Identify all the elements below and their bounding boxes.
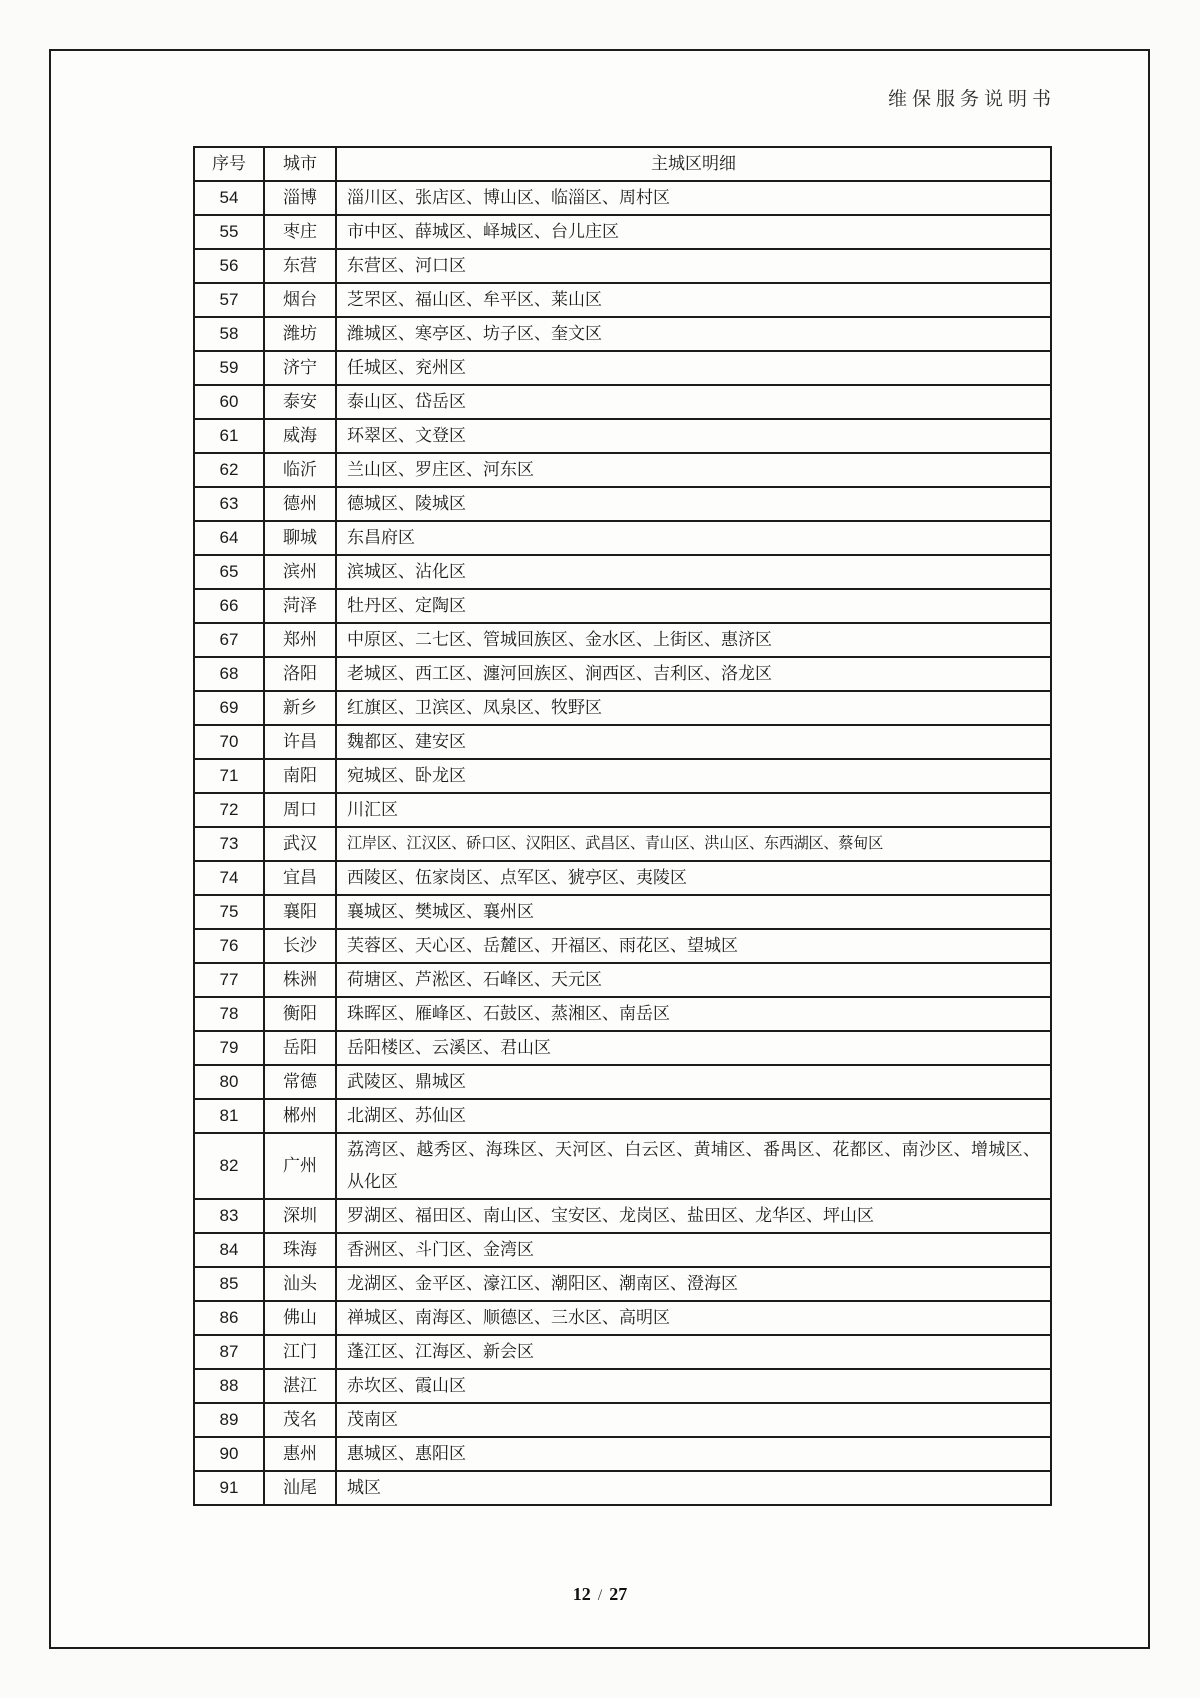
table-row: [194, 929, 1051, 963]
row-number-cell: 79: [194, 1031, 264, 1065]
city-cell: 深圳: [264, 1199, 336, 1233]
table-row: [194, 997, 1051, 1031]
city-cell: 泰安: [264, 385, 336, 419]
districts-table: [193, 146, 1052, 1506]
table-row: [194, 385, 1051, 419]
districts-cell: 蓬江区、江海区、新会区: [336, 1335, 1051, 1369]
table-row: [194, 1437, 1051, 1471]
districts-cell: 禅城区、南海区、顺德区、三水区、高明区: [336, 1301, 1051, 1335]
districts-cell: 老城区、西工区、瀍河回族区、涧西区、吉利区、洛龙区: [336, 657, 1051, 691]
row-number-cell: 88: [194, 1369, 264, 1403]
table-row: [194, 317, 1051, 351]
row-number-cell: 76: [194, 929, 264, 963]
table-row: [194, 1133, 1051, 1199]
row-number-cell: 65: [194, 555, 264, 589]
row-number-cell: 58: [194, 317, 264, 351]
city-cell: 汕尾: [264, 1471, 336, 1505]
table-row: [194, 623, 1051, 657]
districts-cell: 荔湾区、越秀区、海珠区、天河区、白云区、黄埔区、番禺区、花都区、南沙区、增城区、从化区: [336, 1133, 1051, 1199]
city-cell: 德州: [264, 487, 336, 521]
districts-cell: 襄城区、樊城区、襄州区: [336, 895, 1051, 929]
city-cell: 潍坊: [264, 317, 336, 351]
city-cell: 襄阳: [264, 895, 336, 929]
districts-cell: 茂南区: [336, 1403, 1051, 1437]
districts-cell: 珠晖区、雁峰区、石鼓区、蒸湘区、南岳区: [336, 997, 1051, 1031]
districts-cell: 德城区、陵城区: [336, 487, 1051, 521]
districts-cell: 牡丹区、定陶区: [336, 589, 1051, 623]
districts-cell: 岳阳楼区、云溪区、君山区: [336, 1031, 1051, 1065]
city-cell: 滨州: [264, 555, 336, 589]
districts-cell: 香洲区、斗门区、金湾区: [336, 1233, 1051, 1267]
table-row: [194, 181, 1051, 215]
table-row: [194, 1065, 1051, 1099]
city-cell: 武汉: [264, 827, 336, 861]
document-header-title: 维保服务说明书: [888, 89, 1057, 110]
districts-cell: 环翠区、文登区: [336, 419, 1051, 453]
city-cell: 珠海: [264, 1233, 336, 1267]
districts-cell: 魏都区、建安区: [336, 725, 1051, 759]
row-number-cell: 77: [194, 963, 264, 997]
row-number-cell: 61: [194, 419, 264, 453]
districts-cell: 芝罘区、福山区、牟平区、莱山区: [336, 283, 1051, 317]
districts-cell: 淄川区、张店区、博山区、临淄区、周村区: [336, 181, 1051, 215]
column-header-districts: 主城区明细: [336, 147, 1051, 181]
city-cell: 株洲: [264, 963, 336, 997]
table-row: [194, 419, 1051, 453]
row-number-cell: 80: [194, 1065, 264, 1099]
table-row: [194, 725, 1051, 759]
city-table-body: [194, 181, 1051, 1505]
table-row: [194, 895, 1051, 929]
districts-cell: 惠城区、惠阳区: [336, 1437, 1051, 1471]
districts-cell: 北湖区、苏仙区: [336, 1099, 1051, 1133]
city-cell: 威海: [264, 419, 336, 453]
row-number-cell: 82: [194, 1133, 264, 1199]
city-cell: 郴州: [264, 1099, 336, 1133]
city-cell: 宜昌: [264, 861, 336, 895]
page-number-separator: /: [597, 1587, 603, 1604]
row-number-cell: 74: [194, 861, 264, 895]
city-cell: 聊城: [264, 521, 336, 555]
table-row: [194, 249, 1051, 283]
table-row: [194, 1233, 1051, 1267]
table-row: [194, 1471, 1051, 1505]
row-number-cell: 67: [194, 623, 264, 657]
districts-cell: 兰山区、罗庄区、河东区: [336, 453, 1051, 487]
districts-cell: 东昌府区: [336, 521, 1051, 555]
city-cell: 新乡: [264, 691, 336, 725]
row-number-cell: 84: [194, 1233, 264, 1267]
row-number-cell: 87: [194, 1335, 264, 1369]
table-header-row: [194, 147, 1051, 181]
table-row: [194, 487, 1051, 521]
city-cell: 岳阳: [264, 1031, 336, 1065]
row-number-cell: 54: [194, 181, 264, 215]
table-row: [194, 657, 1051, 691]
city-cell: 枣庄: [264, 215, 336, 249]
city-cell: 江门: [264, 1335, 336, 1369]
row-number-cell: 83: [194, 1199, 264, 1233]
districts-cell: 川汇区: [336, 793, 1051, 827]
table-row: [194, 1031, 1051, 1065]
districts-cell: 中原区、二七区、管城回族区、金水区、上街区、惠济区: [336, 623, 1051, 657]
table-row: [194, 521, 1051, 555]
city-cell: 惠州: [264, 1437, 336, 1471]
page-footer: [0, 1584, 1200, 1605]
city-cell: 菏泽: [264, 589, 336, 623]
table-row: [194, 1099, 1051, 1133]
table-row: [194, 1199, 1051, 1233]
districts-cell: 江岸区、江汉区、硚口区、汉阳区、武昌区、青山区、洪山区、东西湖区、蔡甸区: [336, 827, 1051, 861]
districts-cell: 芙蓉区、天心区、岳麓区、开福区、雨花区、望城区: [336, 929, 1051, 963]
row-number-cell: 73: [194, 827, 264, 861]
table-row: [194, 827, 1051, 861]
city-cell: 茂名: [264, 1403, 336, 1437]
row-number-cell: 90: [194, 1437, 264, 1471]
row-number-cell: 68: [194, 657, 264, 691]
city-cell: 烟台: [264, 283, 336, 317]
districts-cell: 潍城区、寒亭区、坊子区、奎文区: [336, 317, 1051, 351]
city-cell: 长沙: [264, 929, 336, 963]
districts-cell: 滨城区、沾化区: [336, 555, 1051, 589]
row-number-cell: 66: [194, 589, 264, 623]
row-number-cell: 70: [194, 725, 264, 759]
row-number-cell: 85: [194, 1267, 264, 1301]
districts-cell: 宛城区、卧龙区: [336, 759, 1051, 793]
city-cell: 周口: [264, 793, 336, 827]
table-row: [194, 1335, 1051, 1369]
districts-cell: 荷塘区、芦淞区、石峰区、天元区: [336, 963, 1051, 997]
row-number-cell: 86: [194, 1301, 264, 1335]
city-cell: 汕头: [264, 1267, 336, 1301]
districts-cell: 西陵区、伍家岗区、点军区、猇亭区、夷陵区: [336, 861, 1051, 895]
table-row: [194, 555, 1051, 589]
districts-cell: 武陵区、鼎城区: [336, 1065, 1051, 1099]
row-number-cell: 69: [194, 691, 264, 725]
city-cell: 衡阳: [264, 997, 336, 1031]
districts-cell: 泰山区、岱岳区: [336, 385, 1051, 419]
row-number-cell: 62: [194, 453, 264, 487]
row-number-cell: 71: [194, 759, 264, 793]
city-cell: 广州: [264, 1133, 336, 1199]
column-header-no: 序号: [194, 147, 264, 181]
city-cell: 佛山: [264, 1301, 336, 1335]
city-cell: 南阳: [264, 759, 336, 793]
table-row: [194, 691, 1051, 725]
row-number-cell: 60: [194, 385, 264, 419]
table-row: [194, 793, 1051, 827]
districts-cell: 龙湖区、金平区、濠江区、潮阳区、潮南区、澄海区: [336, 1267, 1051, 1301]
districts-cell: 赤坎区、霞山区: [336, 1369, 1051, 1403]
row-number-cell: 81: [194, 1099, 264, 1133]
city-cell: 临沂: [264, 453, 336, 487]
districts-cell: 罗湖区、福田区、南山区、宝安区、龙岗区、盐田区、龙华区、坪山区: [336, 1199, 1051, 1233]
row-number-cell: 63: [194, 487, 264, 521]
city-cell: 济宁: [264, 351, 336, 385]
table-row: [194, 1301, 1051, 1335]
city-cell: 东营: [264, 249, 336, 283]
table-row: [194, 1369, 1051, 1403]
row-number-cell: 57: [194, 283, 264, 317]
city-cell: 洛阳: [264, 657, 336, 691]
districts-cell: 红旗区、卫滨区、凤泉区、牧野区: [336, 691, 1051, 725]
table-row: [194, 589, 1051, 623]
city-cell: 淄博: [264, 181, 336, 215]
table-row: [194, 1403, 1051, 1437]
row-number-cell: 72: [194, 793, 264, 827]
row-number-cell: 78: [194, 997, 264, 1031]
table-row: [194, 759, 1051, 793]
districts-cell: 城区: [336, 1471, 1051, 1505]
city-cell: 郑州: [264, 623, 336, 657]
row-number-cell: 89: [194, 1403, 264, 1437]
page-number-current: 12: [572, 1584, 591, 1604]
row-number-cell: 75: [194, 895, 264, 929]
row-number-cell: 64: [194, 521, 264, 555]
table-row: [194, 453, 1051, 487]
table-row: [194, 1267, 1051, 1301]
city-cell: 许昌: [264, 725, 336, 759]
row-number-cell: 55: [194, 215, 264, 249]
column-header-city: 城市: [264, 147, 336, 181]
page-number-total: 27: [609, 1584, 628, 1604]
table-row: [194, 351, 1051, 385]
table-row: [194, 861, 1051, 895]
districts-cell: 任城区、兖州区: [336, 351, 1051, 385]
districts-cell: 东营区、河口区: [336, 249, 1051, 283]
city-cell: 常德: [264, 1065, 336, 1099]
row-number-cell: 91: [194, 1471, 264, 1505]
districts-cell: 市中区、薛城区、峄城区、台儿庄区: [336, 215, 1051, 249]
table-row: [194, 963, 1051, 997]
row-number-cell: 56: [194, 249, 264, 283]
city-cell: 湛江: [264, 1369, 336, 1403]
table-row: [194, 283, 1051, 317]
table-row: [194, 215, 1051, 249]
row-number-cell: 59: [194, 351, 264, 385]
